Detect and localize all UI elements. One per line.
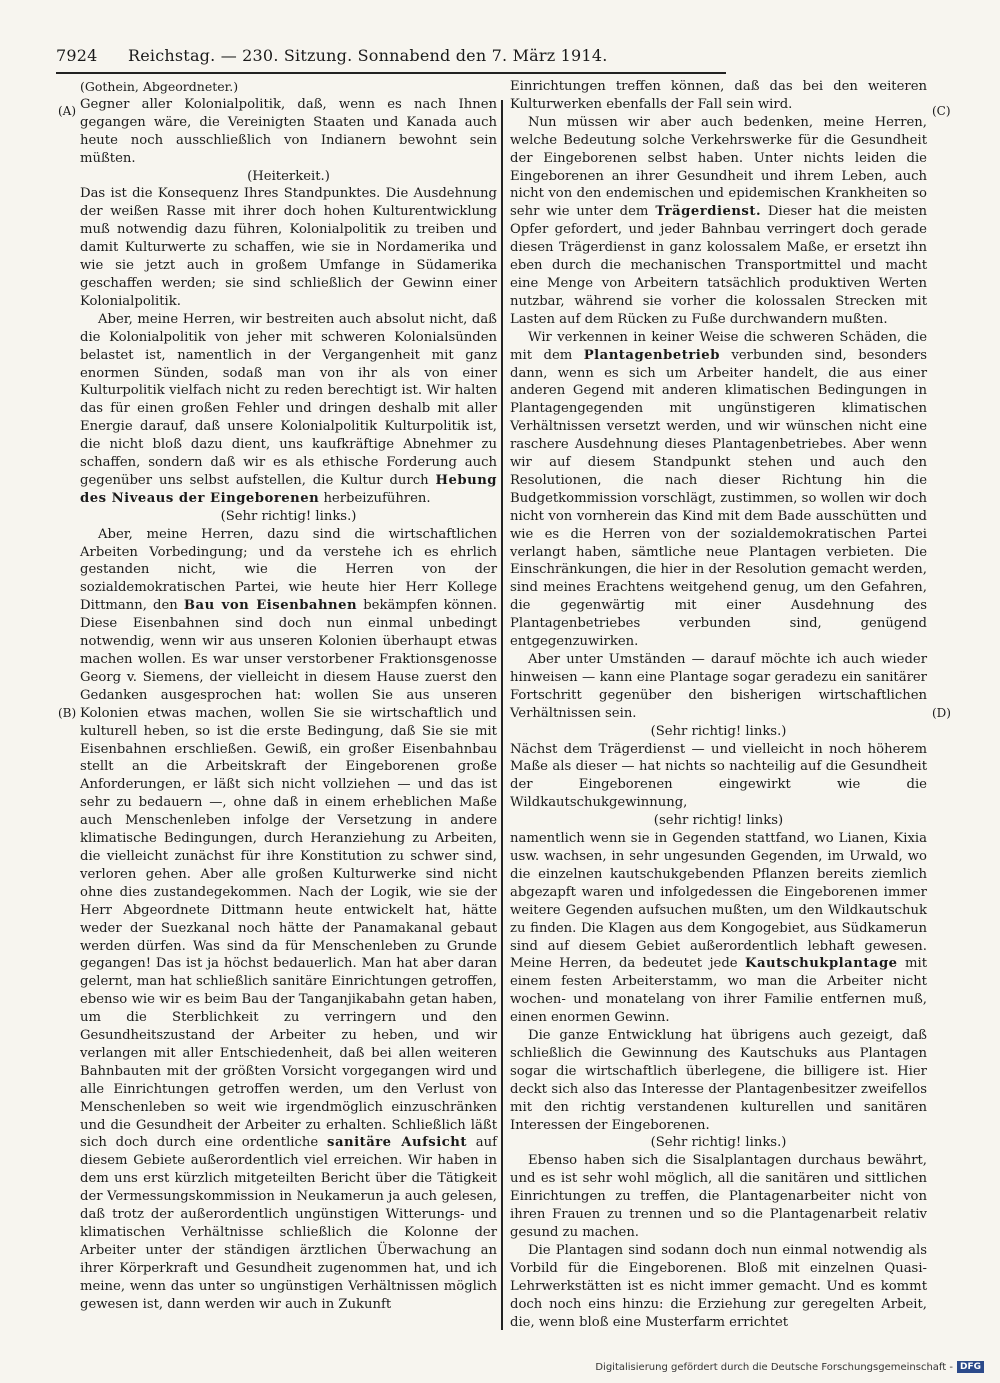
text-run: verbunden sind, besonders dann, wenn es sich um Arbeiter handelt, die aus einer anderen Gegend mit anderen klimatischen Bedingungen in Plantagengegenden mit ungünstigeren klimatischen Verhältnissen versetzt werden, und wir wünschen nicht eine raschere Ausdehnung dieses Plantagenbetriebes. Aber wenn wir auf diesem Standpunkt stehen und auch den Resolutionen, die nach dieser Richtung hin die Budgetkommission vorschlägt, zustimmen, so wollen wir doch nicht von vornherein das Kind mit dem Bade ausschütten und wie es die Herren von der sozialdemokratischen Partei verlangt haben, sämtliche neue Plantagen verbieten. Die Einschränkungen, die hier in der Resolution gemacht werden, sind meines Erachtens weitgehend genug, um den Gefahren, die gegenwärtig mit einer Ausdehnung des Plantagenbetriebes verbunden sind, genügend entgegenzuwirken. bbox=[510, 347, 927, 650]
text-run: auf diesem Gebiete außerordentlich viel erreichen. Wir haben in dem uns erst kürzlich mitgeteilten Bericht über die Tätigkeit der Vermessungskommission in Neukamerun ja auch gelesen, daß trotz der außerordentlich ungünstigen Witterungs- und klimatischen Verhältnisse schließlich die Kolonne der Arbeiter unter der ständigen ärztlichen Überwachung an ihrer Körperkraft und Gesundheit zugenommen hat, und ich meine, wenn das unter so ungünstigen Verhältnissen möglich gewesen ist, dann werden wir auch in Zukunft bbox=[80, 1135, 497, 1312]
reaction: (Heiterkeit.) bbox=[247, 168, 330, 184]
paragraph: Das ist die Konsequenz Ihres Standpunktes. Die Ausdehnung der weißen Rasse mit ihrer doch hohen Kulturentwicklung muß notwendig dazu führen, Kolonialpolitik zu treiben und damit Kulturwerte zu schaffen, wie sie in Nordamerika und wie sie jetzt auch in großem Umfange in Südamerika geschaffen werden; sie sind schließlich der Gewinn einer Kolonialpolitik. bbox=[80, 186, 497, 309]
text-run: herbeizuführen. bbox=[323, 490, 431, 506]
paragraph bbox=[80, 311, 497, 508]
page-number: 7924 bbox=[56, 46, 98, 65]
text-run: Aber, meine Herren, dazu sind die wirtschaftlichen Arbeiten Vorbedingung; und da verstehe ich es ehrlich gestanden nicht, wie die Herren von der sozialdemokratischen Partei, wie heute hier Herr Kollege Dittmann, den bbox=[80, 526, 497, 614]
credit-text: Digitalisierung gefördert durch die Deutsche Forschungsgemeinschaft - bbox=[595, 1362, 953, 1373]
emphasis: Bau von Eisenbahnen bbox=[183, 598, 358, 614]
text-run: namentlich wenn sie in Gegenden stattfand, wo Lianen, Kixia usw. wachsen, in sehr ungesunden Gegenden, im Urwald, wo die einzelnen kautschukgebenden Pflanzen bereits ziemlich abgezapft waren und infolgedessen die Eingeborenen immer weitere Gegenden aufsuchen mußten, um den Wildkautschuk zu finden. Die Klagen aus dem Kongogebiet, aus Südkamerun sind auf diesem Gebiet außerordentlich lebhaft gewesen. Meine Herren, da bedeutet jede bbox=[510, 831, 927, 972]
speaker-note: (Gothein, Abgeordneter.) bbox=[80, 79, 239, 94]
header-rule bbox=[56, 72, 726, 74]
page-title: Reichstag. — 230. Sitzung. Sonnabend den 7. März 1914. bbox=[128, 46, 608, 65]
paragraph bbox=[510, 114, 927, 329]
margin-marker-a: (A) bbox=[58, 104, 77, 118]
paragraph: Aber unter Umständen — darauf möchte ich auch wieder hinweisen — kann eine Plantage sogar geradezu ein sanitärer Fortschritt gegenüber den bisherigen wirtschaftlichen Verhältnissen sein. bbox=[510, 652, 927, 721]
emphasis: Kautschukplantage bbox=[745, 956, 898, 972]
margin-marker-d: (D) bbox=[932, 706, 951, 720]
paragraph: Die Plantagen sind sodann doch nun einmal notwendig als Vorbild für die Eingeborenen. Bloß mit einzelnen Quasi-Lehrwerkstätten ist es nicht immer gemacht. Und es kommt doch noch eins hinzu: die Erziehung zur geregelten Arbeit, die, wenn bloß eine Musterfarm errichtet bbox=[510, 1242, 927, 1330]
text-run: Aber, meine Herren, wir bestreiten auch absolut nicht, daß die Kolonialpolitik von jeher mit schweren Kolonialsünden belastet ist, namentlich in der Vergangenheit mit ganz enormen Sünden, sodaß man von ihr als von einer Kulturpolitik vielfach nicht zu reden berechtigt ist. Wir halten das für einen großen Fehler und dringen deshalb mit aller Energie darauf, daß unsere Kolonialpolitik Kulturpolitik ist, die nicht bloß dazu dient, uns kaufkräftige Abnehmer zu schaffen, sondern daß wir es als ethische Forderung auch gegenüber uns selbst aufstellen, die Kultur durch bbox=[80, 311, 497, 488]
paragraph bbox=[510, 329, 927, 651]
text-run: mit einem festen Arbeiterstamm, wo man die Arbeiter nicht wochen- und monatelang von ihrer Familie entfernen muß, einen enormen Gewinn. bbox=[510, 956, 927, 1026]
column-separator bbox=[501, 100, 503, 1330]
dfg-logo: DFG bbox=[957, 1361, 984, 1373]
reaction: (Sehr richtig! links.) bbox=[220, 508, 357, 524]
reaction: (Sehr richtig! links.) bbox=[650, 723, 787, 739]
emphasis: sanitäre Aufsicht bbox=[327, 1135, 467, 1151]
emphasis: Hebung des Niveaus der Eingeborenen bbox=[80, 472, 497, 506]
text-run: Nun müssen wir aber auch bedenken, meine Herren, welche Bedeutung solche Verkehrswerke für die Gesundheit der Eingeborenen selbst haben. Unter nichts leiden die Eingeborenen an ihrer Gesundheit und ihrem Leben, auch nicht von den endemischen und epidemischen Krankheiten so sehr wie unter dem bbox=[510, 114, 927, 220]
emphasis: Trägerdienst. bbox=[655, 204, 762, 220]
reaction: (Sehr richtig! links.) bbox=[650, 1135, 787, 1151]
paragraph bbox=[80, 526, 497, 1314]
paragraph: Gegner aller Kolonialpolitik, daß, wenn es nach Ihnen gegangen wäre, die Vereinigten Staaten und Kanada auch heute noch ausschließlich von Indianern bewohnt sein müßten. bbox=[80, 96, 497, 166]
emphasis: Plantagenbetrieb bbox=[583, 347, 720, 363]
page-header bbox=[56, 46, 726, 65]
right-column bbox=[510, 78, 927, 1331]
paragraph: Einrichtungen treffen können, daß das bei den weiteren Kulturwerken ebenfalls der Fall sein wird. bbox=[510, 79, 927, 112]
paragraph: Nächst dem Trägerdienst — und vielleicht in noch höherem Maße als dieser — hat nichts so nachteilig auf die Gesundheit der Eingeborenen eingewirkt wie die Wildkautschukgewinnung, bbox=[510, 741, 927, 811]
digitization-credit bbox=[595, 1361, 984, 1373]
text-run: Dieser hat die meisten Opfer gefordert, und jeder Bahnbau verringert doch gerade diesen Trägerdienst in ganz kolossalem Maße, er ersetzt ihn eben durch die mechanischen Transportmittel und macht eine Menge von Arbeitern tatsächlich produktiven Werten nutzbar, während sie vorher die kolossalen Strecken mit Lasten auf dem Rücken zu Fuße durchwandern mußten. bbox=[510, 204, 928, 327]
paragraph bbox=[510, 830, 927, 1027]
margin-marker-c: (C) bbox=[932, 104, 951, 118]
paragraph: Ebenso haben sich die Sisalplantagen durchaus bewährt, und es ist sehr wohl möglich, all die sanitären und sittlichen Einrichtungen zu treffen, die Plantagenarbeiter nicht von ihren Frauen zu trennen und so die Plantagenarbeit relativ gesund zu machen. bbox=[510, 1153, 927, 1240]
text-run: bekämpfen können. Diese Eisenbahnen sind doch nun einmal unbedingt notwendig, wenn wir aus unseren Kolonien überhaupt etwas machen wollen. Es war unser verstorbener Fraktionsgenosse Georg v. Siemens, der vielleicht in diesem Hause zuerst den Gedanken ausgesprochen hat: wollen Sie aus unseren Kolonien etwas machen, wollen Sie sie wirtschaftlich und kulturell heben, so ist die erste Bedingung, daß Sie sie mit Eisenbahnen erschließen. Gewiß, ein großer Eisenbahnbau stellt an die Arbeitskraft der Eingeborenen große Anforderungen, er läßt sich nicht vollziehen — und das ist sehr zu bedauern —, ohne daß in einem erheblichen Maße auch Menschenleben infolge der Versetzung in andere klimatische Bedingungen, durch Heranziehung zu Arbeiten, die vielleicht zunächst für ihre Konstitution zu schwer sind, verloren gehen. Aber alle großen Kulturwerke sind nicht ohne dies zustandegekommen. Nach der Logik, wie sie der Herr Abgeordnete Dittmann heute entwickelt hat, hätte weder der Suezkanal noch hätte der Panamakanal gebaut werden dürfen. Was sind da für Menschenleben zu Grunde gegangen! Das ist ja höchst bedauerlich. Man hat aber daran gelernt, man hat schließlich sanitäre Einrichtungen getroffen, ebenso wie wir es beim Bau der Tanganjikabahn getan haben, um die Sterblichkeit zu verringern und den Gesundheitszustand der Arbeiter zu heben, und wir verlangen mit aller Entschiedenheit, daß bei allen weiteren Bahnbauten mit der größten Vorsicht vorgegangen wird und alle Einrichtungen getroffen werden, um den Verlust von Menschenleben so weit wie irgendmöglich einzuschränken und die Gesundheit der Arbeiter zu erhalten. Schließlich läßt sich doch durch eine ordentliche bbox=[80, 598, 497, 1151]
paragraph: Die ganze Entwicklung hat übrigens auch gezeigt, daß schließlich die Gewinnung des Kautschuks aus Plantagen sogar die wirtschaftlich überlegene, die billigere ist. Hier deckt sich also das Interesse der Plantagenbesitzer zweifellos mit den richtig verstandenen kulturellen und sanitären Interessen der Eingeborenen. bbox=[510, 1028, 927, 1133]
left-column bbox=[80, 78, 497, 1314]
text-run: Wir verkennen in keiner Weise die schweren Schäden, die mit dem bbox=[510, 329, 927, 363]
reaction: (sehr richtig! links) bbox=[653, 813, 784, 829]
margin-marker-b: (B) bbox=[58, 706, 77, 720]
